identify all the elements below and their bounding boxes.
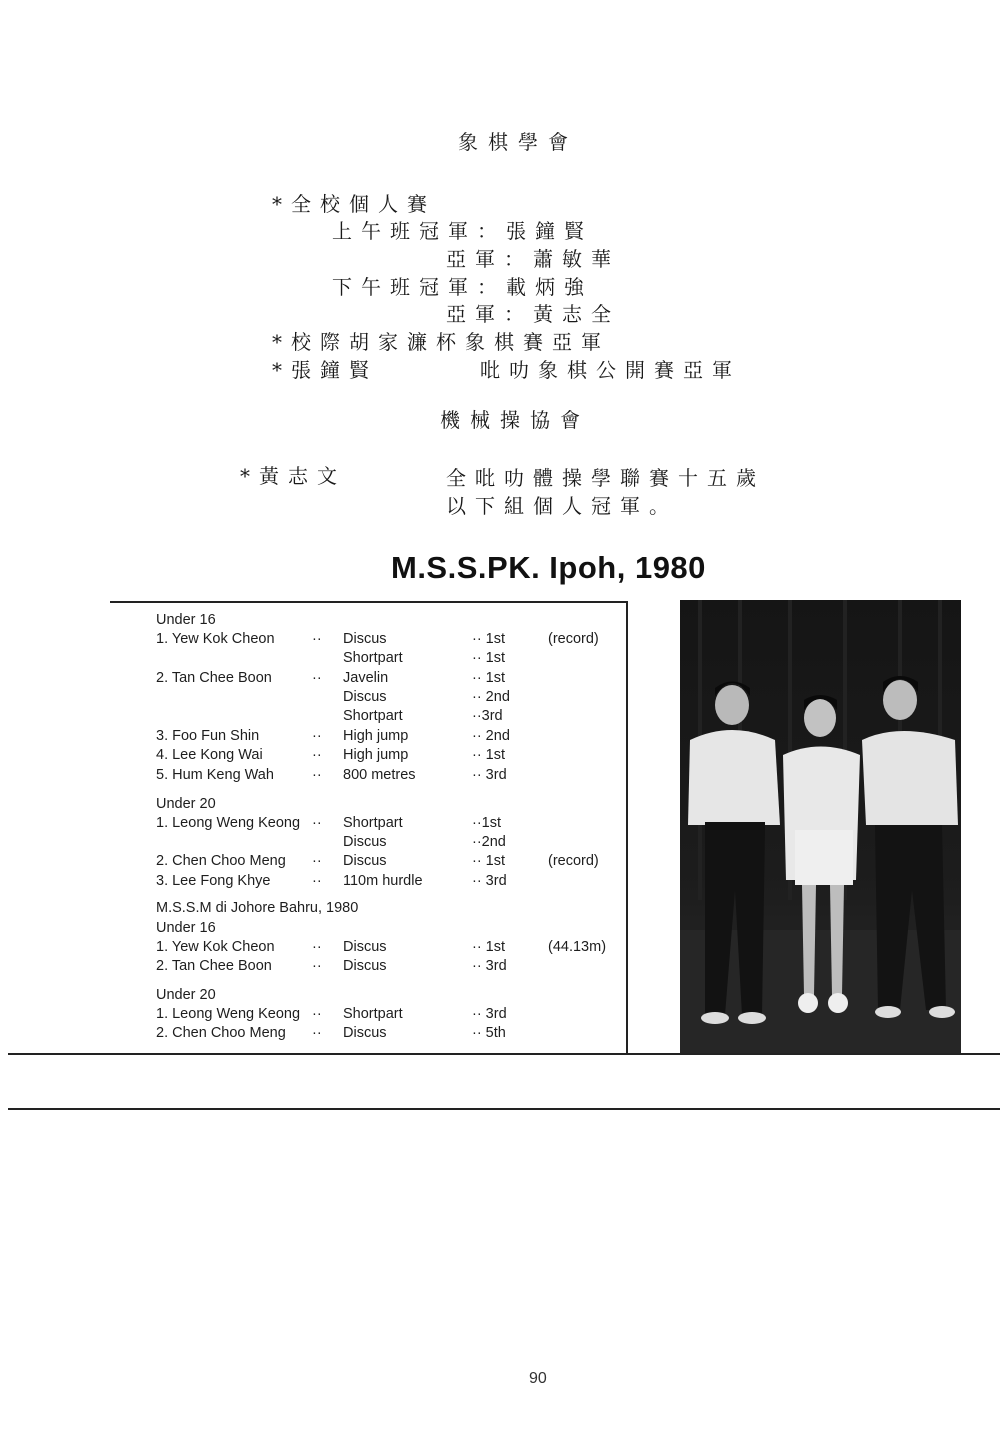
chess-line-8: 吡叻象棋公開賽亞軍 (480, 358, 741, 382)
result-note: (44.13m) (548, 939, 607, 955)
result-sep: ·· (312, 1006, 322, 1022)
section-heading: Under 16 (156, 612, 216, 628)
result-event: Discus (343, 631, 387, 647)
gymnastics-society-title: 機械操協會 (440, 408, 590, 432)
result-name: 2. Chen Choo Meng (156, 853, 286, 869)
result-sep: ·· (312, 873, 322, 889)
result-name: 2. Chen Choo Meng (156, 1025, 286, 1041)
results-box-right-rule (626, 601, 628, 1053)
result-event: Shortpart (343, 1006, 403, 1022)
result-name: 1. Leong Weng Keong (156, 1006, 301, 1022)
results-box-top-rule (110, 601, 627, 603)
result-place: ·· 1st (472, 747, 506, 763)
result-place: ··3rd (472, 708, 503, 724)
result-event: 800 metres (343, 767, 416, 783)
result-name: 5. Hum Keng Wah (156, 767, 274, 783)
result-event: Discus (343, 939, 387, 955)
result-sep: ·· (312, 815, 322, 831)
result-place: ·· 3rd (472, 958, 507, 974)
section-heading: Under 20 (156, 796, 216, 812)
result-place: ·· 1st (472, 650, 506, 666)
chess-line-6: *校際胡家濂杯象棋賽亞軍 (272, 330, 610, 354)
page-heading: M.S.S.PK. Ipoh, 1980 (391, 550, 706, 585)
result-sep: ·· (312, 728, 322, 744)
result-name: 2. Tan Chee Boon (156, 670, 272, 686)
section-heading: Under 16 (156, 920, 216, 936)
chess-line-7: *張鐘賢 (272, 358, 378, 382)
result-place: ··2nd (472, 834, 506, 850)
result-event: Discus (343, 689, 387, 705)
result-name: 3. Foo Fun Shin (156, 728, 260, 744)
result-event: Discus (343, 834, 387, 850)
chess-line-3: 亞軍：蕭敏華 (446, 247, 620, 271)
result-sep: ·· (312, 853, 322, 869)
team-photo (680, 600, 961, 1053)
result-note: (record) (548, 631, 599, 647)
result-sep: ·· (312, 958, 322, 974)
result-sep: ·· (312, 747, 322, 763)
result-place: ·· 5th (472, 1025, 506, 1041)
chess-line-5: 亞軍：黃志全 (446, 302, 620, 326)
result-name: 1. Yew Kok Cheon (156, 631, 275, 647)
result-event: Shortpart (343, 815, 403, 831)
result-event: High jump (343, 747, 409, 763)
chess-society-title: 象棋學會 (458, 130, 578, 154)
result-sep: ·· (312, 1025, 322, 1041)
chess-line-2: 上午班冠軍：張鐘賢 (332, 219, 593, 243)
results-box-bottom-rule (8, 1053, 1000, 1055)
result-place: ·· 3rd (472, 767, 507, 783)
result-name: 3. Lee Fong Khye (156, 873, 271, 889)
result-event: High jump (343, 728, 409, 744)
result-event: Shortpart (343, 708, 403, 724)
result-place: ·· 1st (472, 631, 506, 647)
result-place: ·· 2nd (472, 728, 510, 744)
gymnastics-line-1: 全吡叻體操學聯賽十五歲 (446, 466, 765, 490)
result-place: ·· 1st (472, 853, 506, 869)
result-place: ·· 3rd (472, 1006, 507, 1022)
chess-line-1: *全校個人賽 (272, 192, 436, 216)
gymnastics-name: *黃志文 (240, 464, 346, 488)
page-divider-rule (8, 1108, 1000, 1110)
result-name: 1. Leong Weng Keong (156, 815, 301, 831)
result-name: 4. Lee Kong Wai (156, 747, 263, 763)
result-place: ·· 1st (472, 939, 506, 955)
result-event: Shortpart (343, 650, 403, 666)
result-sep: ·· (312, 767, 322, 783)
result-event: Discus (343, 958, 387, 974)
result-sep: ·· (312, 670, 322, 686)
section-heading: Under 20 (156, 987, 216, 1003)
result-event: Javelin (343, 670, 389, 686)
result-place: ·· 3rd (472, 873, 507, 889)
page-number: 90 (529, 1370, 547, 1387)
result-place: ·· 2nd (472, 689, 510, 705)
result-event: Discus (343, 1025, 387, 1041)
result-note: (record) (548, 853, 599, 869)
result-event: 110m hurdle (343, 873, 423, 889)
result-sep: ·· (312, 631, 322, 647)
result-place: ·· 1st (472, 670, 506, 686)
result-name: 2. Tan Chee Boon (156, 958, 272, 974)
result-place: ··1st (472, 815, 501, 831)
chess-line-4: 下午班冠軍：載炳強 (332, 275, 593, 299)
result-name: 1. Yew Kok Cheon (156, 939, 275, 955)
result-sep: ·· (312, 939, 322, 955)
gymnastics-line-2: 以下組個人冠軍。 (446, 494, 678, 518)
result-event: Discus (343, 853, 387, 869)
section-heading: M.S.S.M di Johore Bahru, 1980 (156, 900, 359, 916)
